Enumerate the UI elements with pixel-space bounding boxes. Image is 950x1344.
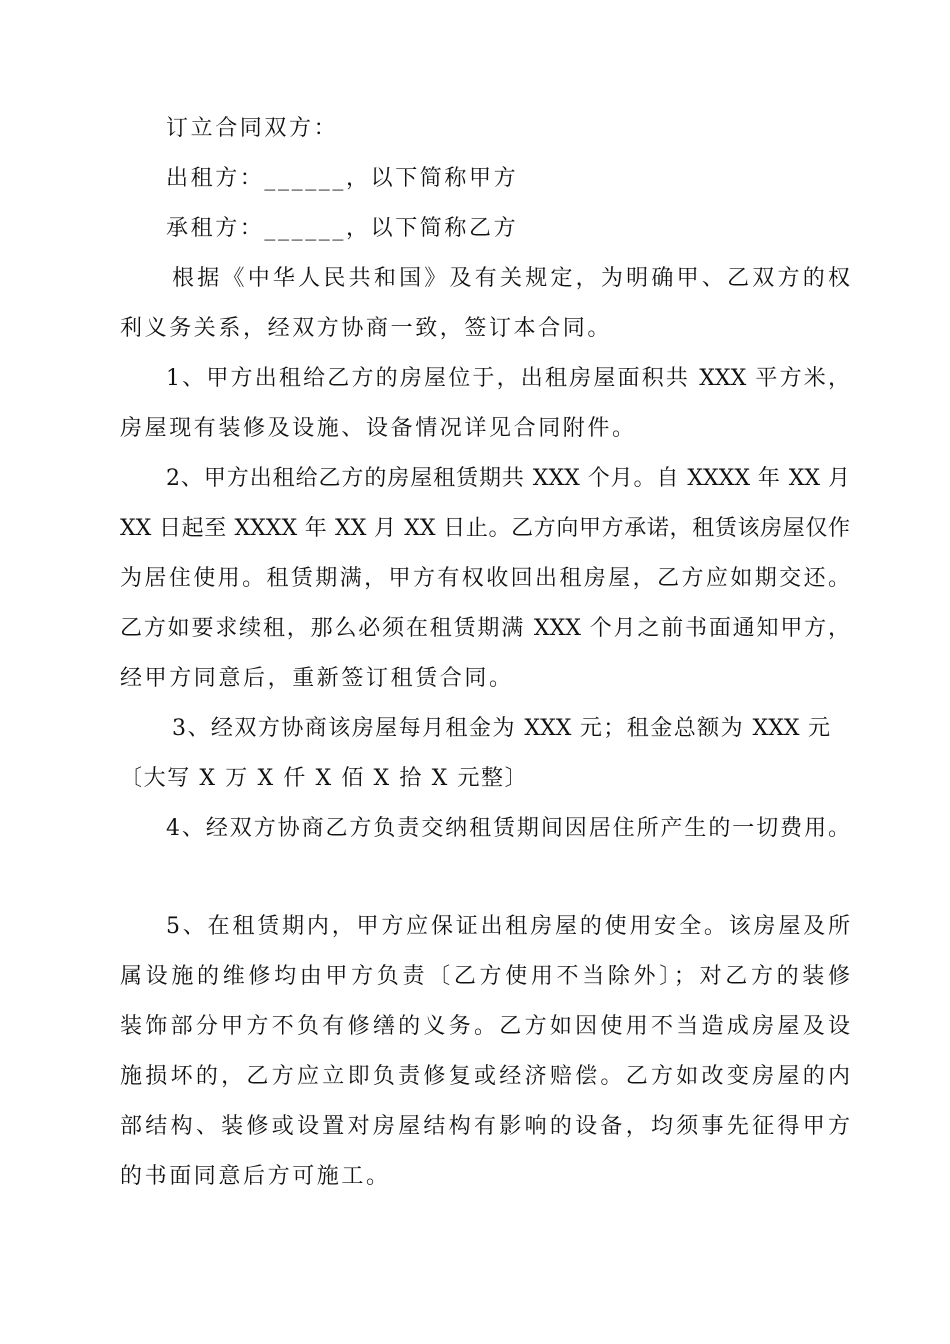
clause-5-line-4: 施损坏的，乙方应立即负责修复或经济赔偿。乙方如改变房屋的内 <box>120 1064 850 1089</box>
preamble-line-1: 根据《中华人民共和国》及有关规定，为明确甲、乙双方的权 <box>172 266 850 291</box>
clause-1-line-2: 房屋现有装修及设施、设备情况详见合同附件。 <box>120 416 637 441</box>
clause-2-line-2: XX 日起至 XXXX 年 XX 月 XX 日止。乙方向甲方承诺，租赁该房屋仅作 <box>120 516 850 541</box>
lessee-line: 承租方：______，以下简称乙方 <box>166 216 519 241</box>
clause-2-line-5: 经甲方同意后，重新签订租赁合同。 <box>120 666 514 691</box>
contract-parties-heading: 订立合同双方： <box>166 116 339 141</box>
clause-4-line-1: 4、经双方协商乙方负责交纳租赁期间因居住所产生的一切费用。 <box>166 816 850 841</box>
clause-2-line-3: 为居住使用。租赁期满，甲方有权收回出租房屋，乙方应如期交还。 <box>120 566 850 591</box>
lessor-line: 出租方：______，以下简称甲方 <box>166 166 519 191</box>
clause-5-line-3: 装饰部分甲方不负有修缮的义务。乙方如因使用不当造成房屋及设 <box>120 1014 850 1039</box>
clause-3-line-2: 〔大写 X 万 X 仟 X 佰 X 拾 X 元整〕 <box>120 766 529 791</box>
clause-5-line-1: 5、在租赁期内，甲方应保证出租房屋的使用安全。该房屋及所 <box>166 914 850 939</box>
clause-5-line-6: 的书面同意后方可施工。 <box>120 1164 391 1189</box>
clause-2-line-4: 乙方如要求续租，那么必须在租赁期满 XXX 个月之前书面通知甲方， <box>120 616 850 641</box>
clause-1-line-1: 1、甲方出租给乙方的房屋位于，出租房屋面积共 XXX 平方米， <box>166 366 850 391</box>
clause-5-line-5: 部结构、装修或设置对房屋结构有影响的设备，均须事先征得甲方 <box>120 1114 850 1139</box>
clause-5-line-2: 属设施的维修均由甲方负责〔乙方使用不当除外〕；对乙方的装修 <box>120 964 850 989</box>
preamble-line-2: 利义务关系，经双方协商一致，签订本合同。 <box>120 316 613 341</box>
clause-2-line-1: 2、甲方出租给乙方的房屋租赁期共 XXX 个月。自 XXXX 年 XX 月 <box>166 466 850 491</box>
clause-3-line-1: 3、经双方协商该房屋每月租金为 XXX 元；租金总额为 XXX 元 <box>172 716 830 741</box>
